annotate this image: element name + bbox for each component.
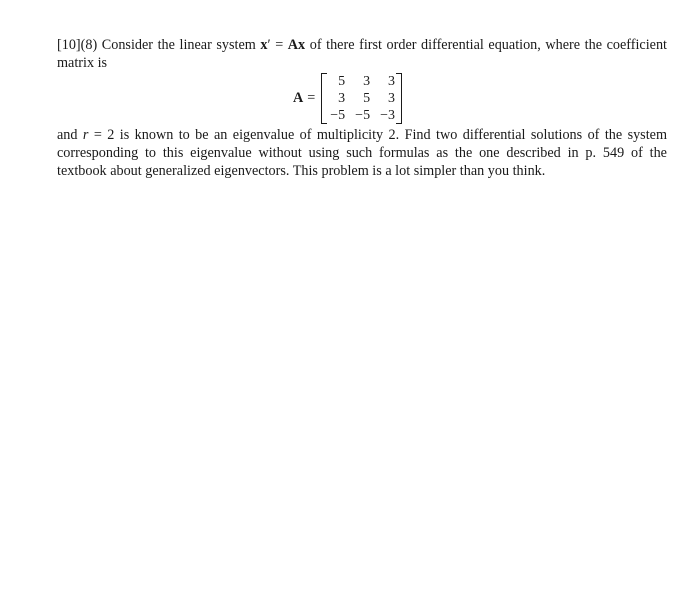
problem-text-block [57,36,667,179]
matrix-cell: −5 [355,107,371,123]
matrix-cell: 5 [363,90,371,106]
matrix-cell: 3 [387,90,395,106]
coefficient-matrix [321,73,402,124]
matrix-cell: 3 [363,73,371,89]
matrix-cell: −5 [330,107,346,123]
problem-intro-continued: of there first order differential equation, where the coefficient matrix is [57,37,667,71]
matrix-cell: 3 [387,73,395,89]
matrix-cell: 3 [338,90,346,106]
matrix-cell: 5 [338,73,346,89]
matrix-label: A [293,90,304,106]
problem-intro: [10](8) Consider the linear system [57,37,261,53]
matrix-cell: −3 [380,107,395,123]
equals-sign: = [270,37,288,53]
prime-mark: ′ [267,37,271,53]
problem-statement [57,36,667,72]
matrix-equation [293,70,402,126]
instructions-body: = 2 is known to be an eigenvalue of multiplicity 2. Find two differential solutions of the system corresponding to this eigenvalue without using such formulas as the one described in p. 549 of the textbook about generalized eigenvectors. This problem is a lot simpler than you think. [57,127,667,179]
instructions-pre: and [57,127,83,143]
vector-x-rhs: x [298,37,306,53]
problem-instructions [57,126,667,180]
matrix-row [328,107,395,124]
matrix-equals-sign: = [307,90,316,106]
matrix-grid [328,73,395,124]
matrix-A-symbol: A [287,37,299,53]
matrix-row [328,73,395,90]
matrix-row [328,90,395,107]
vector-x: x [260,37,268,53]
variable-r: r [82,127,89,143]
